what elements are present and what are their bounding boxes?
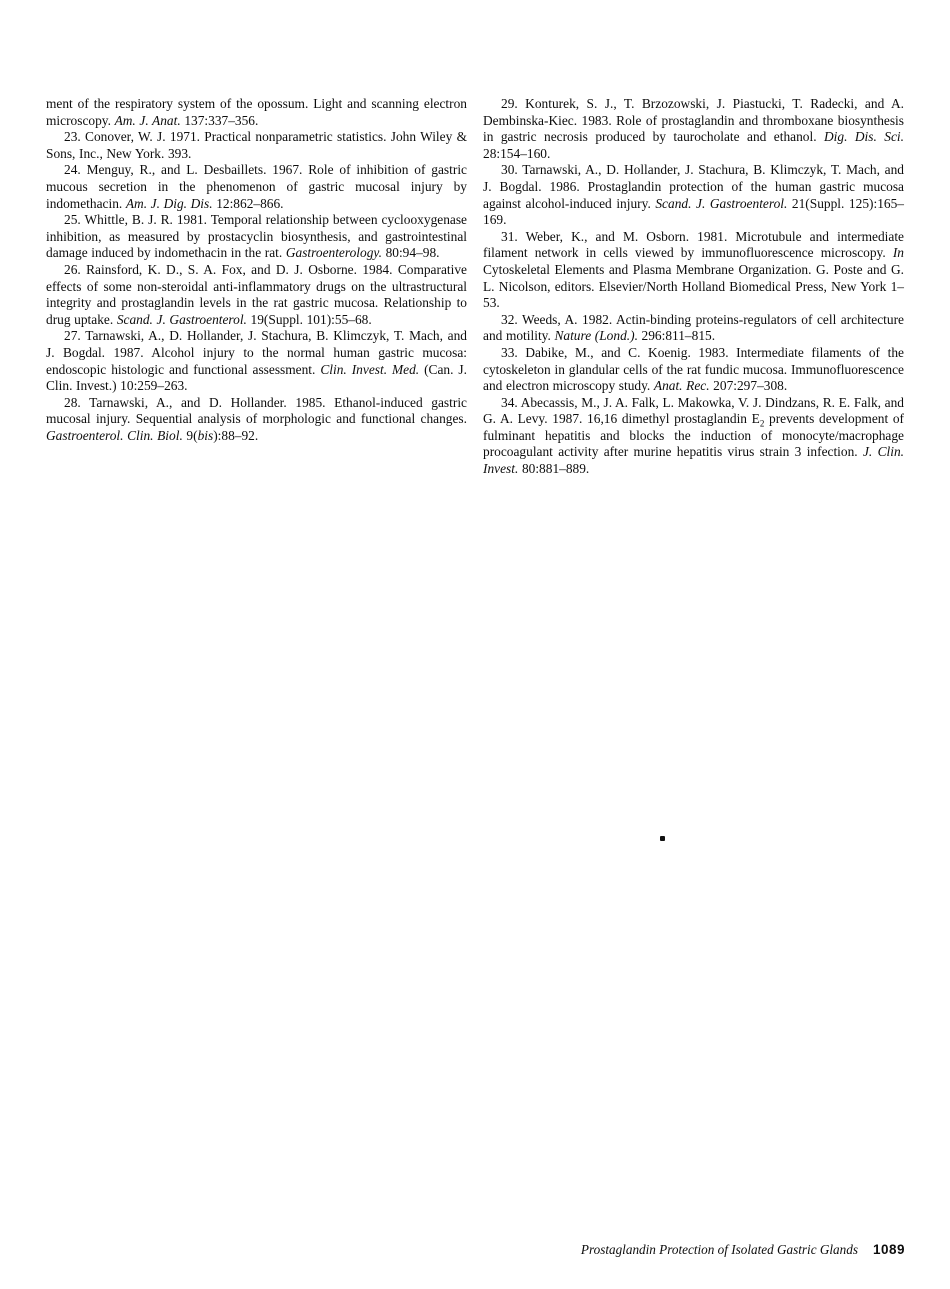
references-column-right	[483, 96, 904, 478]
ref-text-segment: 2	[759, 418, 765, 429]
ref-text-segment: prevents development of fulminant hepatitis and blocks the induction of monocyte/macrophage procoagulant activity after murine hepatitis virus strain 3 infection.	[483, 411, 905, 460]
ref-text-segment: 80:94–98.	[381, 245, 440, 261]
ref-text-segment: Am. J. Anat.	[114, 112, 181, 128]
ref-text-segment: 25. Whittle, B. J. R. 1981. Temporal relationship between cyclooxygenase inhibition, as measured by prostacyclin biosynthesis, and gastrointestinal damage induced by indomethacin in the rat.	[46, 212, 467, 261]
ref-text-segment: Clin. Invest. Med.	[320, 361, 420, 377]
ref-text-segment: 24. Menguy, R., and L. Desbaillets. 1967. Role of inhibition of gastric mucous secretion in the phenomenon of gastric mucosal injury by indomethacin.	[46, 162, 467, 211]
ref-text-segment: 30. Tarnawski, A., D. Hollander, J. Stachura, B. Klimczyk, T. Mach, and J. Bogdal. 1986. Prostaglandin protection of the human gastric mucosa against alcohol-induced injury.	[483, 162, 904, 211]
references-section	[46, 96, 904, 478]
ref-text-segment: 26. Rainsford, K. D., S. A. Fox, and D. J. Osborne. 1984. Comparative effects of some non-steroidal anti-inflammatory drugs on the ultrastructural integrity and prostaglandin levels in the rat gastric mucosa. Relationship to drug uptake.	[46, 261, 467, 327]
reference-31	[483, 229, 904, 312]
ref-text-segment: (Can. J. Clin. Invest.) 10:259–263.	[46, 361, 467, 394]
references-column-left	[46, 96, 467, 478]
ref-text-segment: 32. Weeds, A. 1982. Actin-binding proteins-regulators of cell architecture and motility.	[483, 311, 904, 344]
ref-text-segment: Cytoskeletal Elements and Plasma Membrane Organization. G. Poste and G. L. Nicolson, editors. Elsevier/North Holland Biomedical Press, New York 1–53.	[483, 261, 904, 311]
ref-text-segment: 137:337–356.	[180, 112, 259, 128]
ref-text-segment: 12:862–866.	[212, 195, 284, 211]
ink-speck	[660, 836, 665, 841]
ref-text-segment: Scand. J. Gastroenterol.	[655, 195, 788, 211]
reference-33	[483, 345, 904, 395]
reference-30	[483, 162, 904, 228]
ref-text-segment: In	[892, 245, 904, 261]
ref-text-segment: Dig. Dis. Sci.	[824, 129, 904, 145]
ref-text-segment: Gastroenterology.	[285, 245, 382, 261]
ref-text-segment: 19(Suppl. 101):55–68.	[246, 311, 372, 327]
reference-22-continuation	[46, 96, 467, 129]
ref-text-segment: 296:811–815.	[637, 328, 716, 344]
ref-text-segment: 28. Tarnawski, A., and D. Hollander. 1985. Ethanol-induced gastric mucosal injury. Sequential analysis of morphologic and functional changes.	[46, 394, 467, 427]
reference-29	[483, 96, 904, 162]
page-footer	[581, 1242, 905, 1258]
reference-25	[46, 212, 467, 262]
ref-text-segment: Scand. J. Gastroenterol.	[116, 311, 247, 327]
ref-text-segment: 23. Conover, W. J. 1971. Practical nonparametric statistics. John Wiley & Sons, Inc., New York. 393.	[46, 129, 467, 161]
reference-27	[46, 328, 467, 394]
ref-text-segment: Anat. Rec.	[653, 378, 710, 394]
ref-text-segment: 207:297–308.	[709, 378, 788, 394]
reference-23	[46, 129, 467, 162]
ref-text-segment: 80:881–889.	[518, 461, 590, 477]
reference-32	[483, 312, 904, 345]
ref-text-segment: ment of the respiratory system of the opossum. Light and scanning electron microscopy.	[46, 96, 467, 128]
ref-text-segment: 9(	[182, 427, 198, 443]
ref-text-segment: 27. Tarnawski, A., D. Hollander, J. Stachura, B. Klimczyk, T. Mach, and J. Bogdal. 1987. Alcohol injury to the normal human gastric mucosa: endoscopic histologic and functional assessment.	[46, 328, 467, 377]
ref-text-segment: 28:154–160.	[483, 145, 551, 161]
ref-text-segment: 31. Weber, K., and M. Osborn. 1981. Microtubule and intermediate filament network in cells viewed by immunofluorescence microscopy.	[483, 228, 904, 261]
running-title: Prostaglandin Protection of Isolated Gastric Glands	[580, 1242, 858, 1257]
ref-text-segment: J. Clin. Invest.	[483, 444, 904, 477]
reference-28	[46, 395, 467, 445]
ref-text-segment: 21(Suppl. 125):165–169.	[483, 195, 904, 228]
ref-text-segment: bis	[197, 427, 214, 443]
page-number: 1089	[872, 1242, 905, 1257]
reference-26	[46, 262, 467, 328]
ref-text-segment: ):88–92.	[213, 427, 259, 443]
ref-text-segment: 34. Abecassis, M., J. A. Falk, L. Makowka, V. J. Dindzans, R. E. Falk, and G. A. Levy. 1987. 16,16 dimethyl prostaglandin E	[483, 394, 904, 427]
ref-text-segment: 33. Dabike, M., and C. Koenig. 1983. Intermediate filaments of the cytoskeleton in glandular cells of the rat fundic mucosa. Immunofluorescence and electron microscopy study.	[483, 344, 904, 394]
reference-24	[46, 162, 467, 212]
ref-text-segment: Nature (Lond.).	[554, 328, 638, 344]
ref-text-segment: 29. Konturek, S. J., T. Brzozowski, J. Piastucki, T. Radecki, and A. Dembinska-Kiec. 1983. Role of prostaglandin and thromboxane biosynthesis in gastric necrosis produced by taurocholate and ethanol.	[483, 96, 904, 145]
reference-34	[483, 395, 904, 478]
ref-text-segment: Gastroenterol. Clin. Biol.	[46, 427, 183, 443]
ref-text-segment: Am. J. Dig. Dis.	[125, 195, 213, 211]
